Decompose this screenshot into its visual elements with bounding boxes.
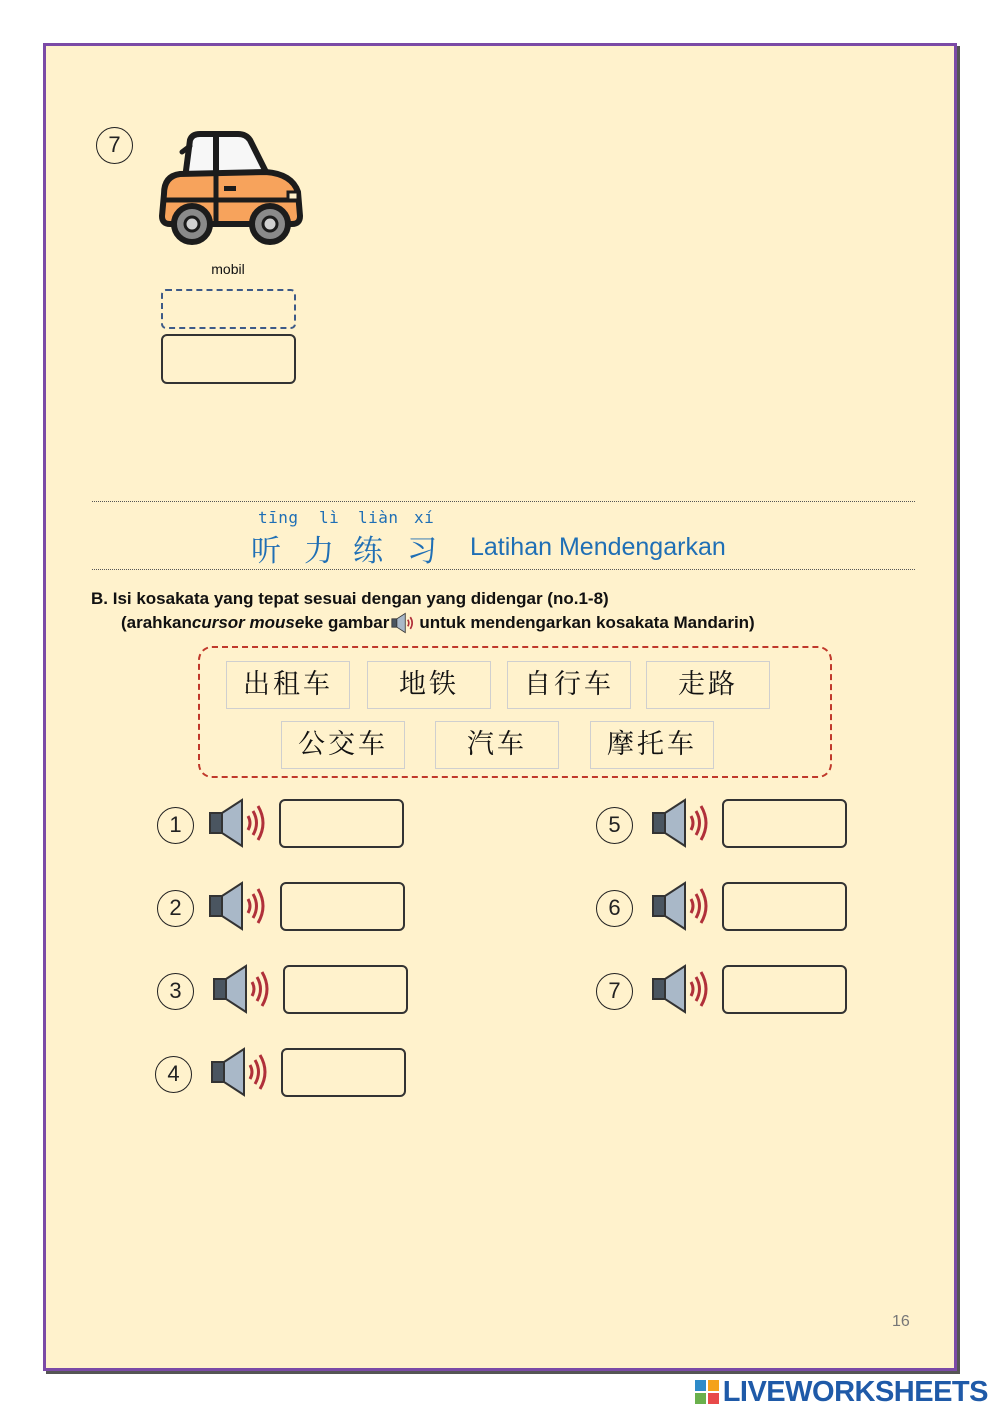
- speaker-icon-1[interactable]: [208, 797, 270, 849]
- answer-field-2[interactable]: [280, 882, 405, 931]
- pinyin-xi: xí: [414, 508, 435, 527]
- question-number-5: 5: [596, 807, 633, 844]
- pinyin-ting: tīng: [258, 508, 299, 527]
- pinyin-lian: liàn: [358, 508, 399, 527]
- small-speaker-icon: [391, 612, 417, 634]
- worksheet-page: [43, 43, 957, 1371]
- answer-field-4[interactable]: [281, 1048, 406, 1097]
- instruction-cursor-mouse: cursor mouse: [191, 613, 305, 632]
- speaker-icon-4[interactable]: [210, 1046, 272, 1098]
- car-caption: mobil: [211, 261, 245, 277]
- word-chip-ditie: 地铁: [367, 661, 491, 709]
- section-title: Latihan Mendengarkan: [470, 533, 726, 561]
- question-number-6: 6: [596, 890, 633, 927]
- word-chip-qiche: 汽车: [435, 721, 559, 769]
- item-number-7: 7: [96, 127, 133, 164]
- question-number-3: 3: [157, 973, 194, 1010]
- liveworksheets-logo[interactable]: [694, 1375, 988, 1409]
- question-number-1: 1: [157, 807, 194, 844]
- answer-field-3[interactable]: [283, 965, 408, 1014]
- word-chip-zoulu: 走路: [646, 661, 770, 709]
- speaker-icon-3[interactable]: [212, 963, 274, 1015]
- hanzi-answer-field-7[interactable]: [161, 334, 296, 384]
- word-chip-motuoche: 摩托车: [590, 721, 714, 769]
- instruction-suffix: untuk mendengarkan kosakata Mandarin): [419, 613, 755, 632]
- hanzi-li: 力: [304, 534, 334, 569]
- instruction-mid: ke gambar: [304, 613, 390, 632]
- word-chip-gongjiaoche: 公交车: [281, 721, 405, 769]
- speaker-icon-7[interactable]: [651, 963, 713, 1015]
- instruction-line-2: [121, 612, 755, 634]
- liveworksheets-logo-icon: [694, 1379, 720, 1405]
- question-number-7: 7: [596, 973, 633, 1010]
- car-icon: [154, 128, 304, 246]
- liveworksheets-logo-text: LIVEWORKSHEETS: [722, 1375, 988, 1408]
- instruction-prefix: (arahkan: [121, 613, 192, 632]
- speaker-icon-5[interactable]: [651, 797, 713, 849]
- answer-field-1[interactable]: [279, 799, 404, 848]
- speaker-icon-2[interactable]: [208, 880, 270, 932]
- question-number-4: 4: [155, 1056, 192, 1093]
- answer-field-5[interactable]: [722, 799, 847, 848]
- page-number: 16: [892, 1313, 910, 1330]
- pinyin-li: lì: [319, 508, 340, 527]
- hanzi-lian: 练: [353, 534, 383, 569]
- answer-field-7[interactable]: [722, 965, 847, 1014]
- speaker-icon-6[interactable]: [651, 880, 713, 932]
- pinyin-answer-field-7[interactable]: [161, 289, 296, 329]
- hanzi-ting: 听: [251, 534, 281, 569]
- word-chip-chuzuche: 出租车: [226, 661, 350, 709]
- header-bottom-rule: [92, 569, 915, 570]
- hanzi-xi: 习: [407, 534, 437, 569]
- header-top-rule: [92, 501, 915, 502]
- answer-field-6[interactable]: [722, 882, 847, 931]
- question-number-2: 2: [157, 890, 194, 927]
- word-chip-zixingche: 自行车: [507, 661, 631, 709]
- instruction-line-1: B. Isi kosakata yang tepat sesuai dengan yang didengar (no.1-8): [91, 589, 609, 608]
